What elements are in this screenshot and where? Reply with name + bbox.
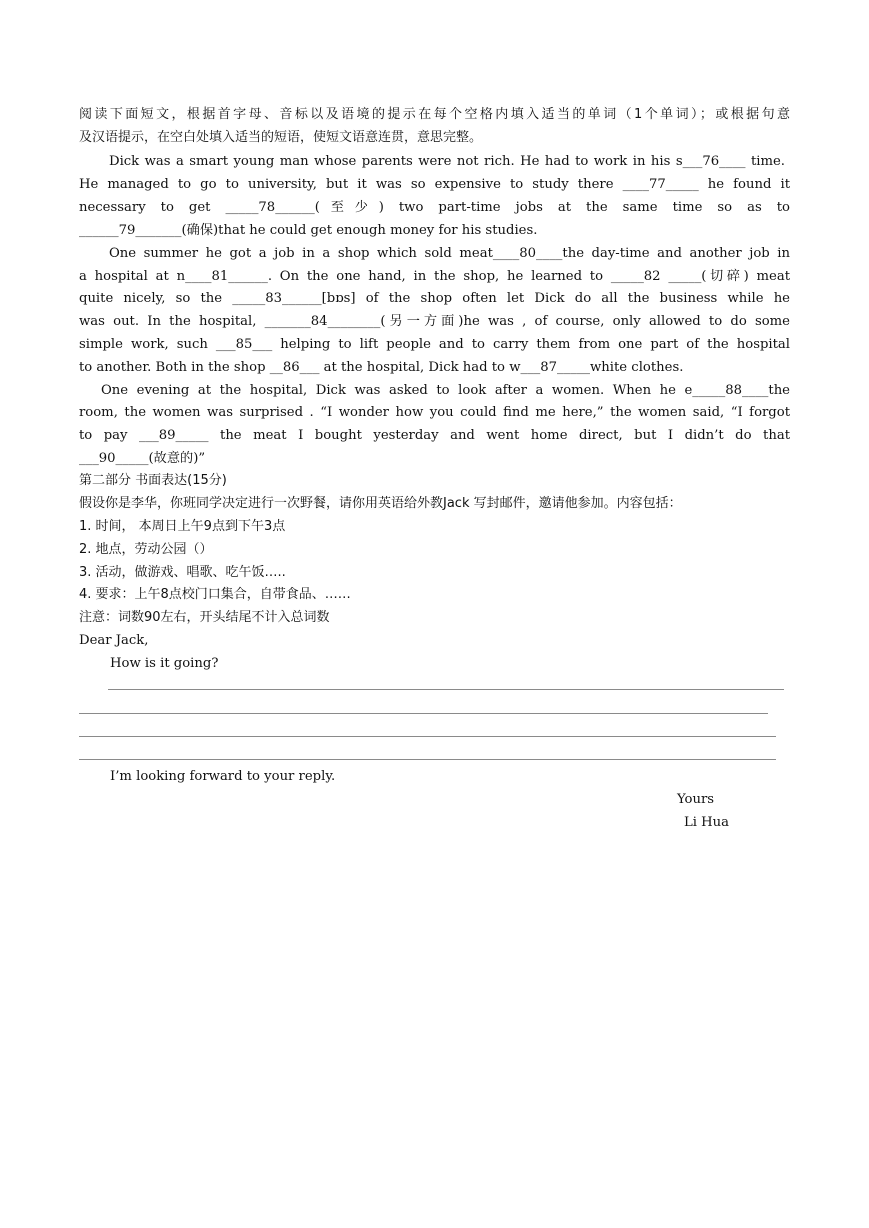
passage-p2-line-1: One summer he got a job in a shop which sold meat____80____the day-time and another job in bbox=[109, 246, 790, 261]
part2-item-2: 2. 地点，劳动公园（） bbox=[79, 542, 213, 557]
letter-salutation: Dear Jack, bbox=[79, 633, 149, 648]
part2-item-4: 4. 要求：上午8点校门口集合，自带食品、…… bbox=[79, 587, 351, 602]
part2-item-1: 1. 时间， 本周日上午9点到下午3点 bbox=[79, 519, 286, 534]
instructions-line-2: 及汉语提示，在空白处填入适当的短语，使短文语意连贯，意思完整。 bbox=[79, 130, 483, 145]
part2-item-3: 3. 活动，做游戏、唱歌、吃午饭….. bbox=[79, 565, 286, 580]
letter-signature-name: Li Hua bbox=[684, 815, 730, 830]
passage-p3-line-2: room, the women was surprised . “I wonder how you could find me here,” the women said, “I forgot bbox=[79, 405, 790, 420]
passage-p1-line-1: Dick was a smart young man whose parents were not rich. He had to work in his s___76____ time. bbox=[109, 154, 785, 169]
passage-p2-line-2: a hospital at n____81______. On the one hand, in the shop, he learned to _____82 _____(切碎) meat bbox=[79, 269, 790, 284]
writing-line-1[interactable] bbox=[108, 689, 784, 690]
letter-opening: How is it going? bbox=[110, 656, 219, 671]
writing-line-3[interactable] bbox=[79, 736, 776, 737]
part2-prompt: 假设你是李华，你班同学决定进行一次野餐，请你用英语给外教Jack 写封邮件，邀请他参加。内容包括： bbox=[79, 496, 682, 511]
passage-p1-line-3: necessary to get _____78______(至少) two part-time jobs at the same time so as to bbox=[79, 200, 790, 215]
passage-p1-line-4: ______79_______(确保)that he could get enough money for his studies. bbox=[79, 223, 538, 238]
letter-closing: I’m looking forward to your reply. bbox=[110, 769, 336, 784]
passage-p3-line-4: ___90_____(故意的)” bbox=[79, 451, 206, 466]
passage-p1-line-2: He managed to go to university, but it was so expensive to study there ____77_____ he found it bbox=[79, 177, 790, 192]
passage-p2-line-5: simple work, such ___85___ helping to lift people and to carry them from one part of the hospital bbox=[79, 337, 790, 352]
passage-p3-line-3: to pay ___89_____ the meat I bought yesterday and went home direct, but I didn’t do that bbox=[79, 428, 790, 443]
letter-signoff: Yours bbox=[677, 792, 715, 807]
part2-heading: 第二部分 书面表达(15分) bbox=[79, 473, 227, 488]
passage-p2-line-6: to another. Both in the shop __86___ at the hospital, Dick had to w___87_____white clothes. bbox=[79, 360, 684, 375]
passage-p2-line-3: quite nicely, so the _____83______[bɒs] of the shop often let Dick do all the business while he bbox=[79, 291, 790, 306]
part2-note: 注意：词数90左右，开头结尾不计入总词数 bbox=[79, 610, 330, 625]
writing-line-2[interactable] bbox=[79, 713, 768, 714]
writing-line-4[interactable] bbox=[79, 759, 776, 760]
passage-p3-line-1: One evening at the hospital, Dick was asked to look after a women. When he e_____88____the bbox=[101, 383, 790, 398]
passage-p2-line-4: was out. In the hospital, _______84________(另一方面)he was , of course, only allowed to do some bbox=[79, 314, 790, 329]
instructions-line-1: 阅读下面短文，根据首字母、音标以及语境的提示在每个空格内填入适当的单词（1个单词）；或根据句意 bbox=[79, 107, 790, 122]
